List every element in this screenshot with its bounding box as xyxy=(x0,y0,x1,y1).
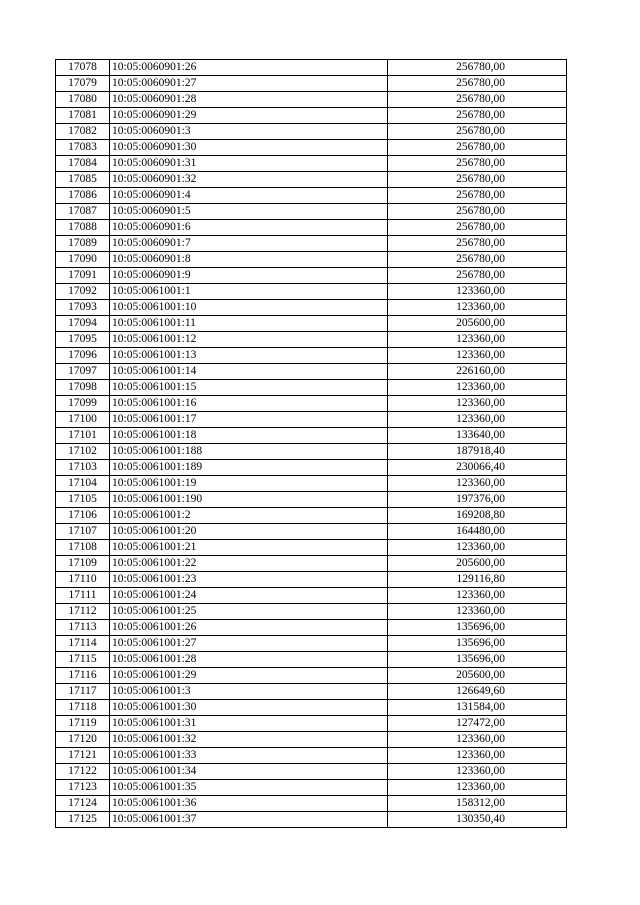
cadastral-number-cell: 10:05:0061001:16 xyxy=(110,396,388,412)
row-number-cell: 17095 xyxy=(56,332,110,348)
table-row xyxy=(56,188,567,204)
row-number-cell: 17113 xyxy=(56,620,110,636)
cadastral-value-cell: 256780,00 xyxy=(388,172,567,188)
cadastral-number-cell: 10:05:0060901:8 xyxy=(110,252,388,268)
row-number-cell: 17120 xyxy=(56,732,110,748)
row-number-cell: 17090 xyxy=(56,252,110,268)
cadastral-value-cell: 226160,00 xyxy=(388,364,567,380)
cadastral-value-cell: 135696,00 xyxy=(388,620,567,636)
cadastral-number-cell: 10:05:0061001:3 xyxy=(110,684,388,700)
cadastral-value-cell: 123360,00 xyxy=(388,332,567,348)
cadastral-value-cell: 133640,00 xyxy=(388,428,567,444)
row-number-cell: 17111 xyxy=(56,588,110,604)
cadastral-number-cell: 10:05:0061001:189 xyxy=(110,460,388,476)
row-number-cell: 17087 xyxy=(56,204,110,220)
table-row xyxy=(56,540,567,556)
cadastral-value-cell: 123360,00 xyxy=(388,348,567,364)
cadastral-number-cell: 10:05:0061001:25 xyxy=(110,604,388,620)
cadastral-number-cell: 10:05:0061001:13 xyxy=(110,348,388,364)
cadastral-value-cell: 130350,40 xyxy=(388,812,567,828)
cadastral-number-cell: 10:05:0061001:18 xyxy=(110,428,388,444)
cadastral-value-table xyxy=(55,59,567,828)
cadastral-value-cell: 205600,00 xyxy=(388,316,567,332)
table-row xyxy=(56,316,567,332)
cadastral-value-cell: 169208,80 xyxy=(388,508,567,524)
cadastral-number-cell: 10:05:0060901:29 xyxy=(110,108,388,124)
table-row xyxy=(56,348,567,364)
row-number-cell: 17093 xyxy=(56,300,110,316)
cadastral-number-cell: 10:05:0060901:9 xyxy=(110,268,388,284)
table-row xyxy=(56,124,567,140)
cadastral-value-cell: 256780,00 xyxy=(388,124,567,140)
cadastral-value-cell: 123360,00 xyxy=(388,396,567,412)
cadastral-value-cell: 256780,00 xyxy=(388,76,567,92)
table-row xyxy=(56,300,567,316)
table-row xyxy=(56,652,567,668)
table-row xyxy=(56,508,567,524)
cadastral-number-cell: 10:05:0061001:29 xyxy=(110,668,388,684)
cadastral-number-cell: 10:05:0061001:36 xyxy=(110,796,388,812)
row-number-cell: 17109 xyxy=(56,556,110,572)
cadastral-number-cell: 10:05:0061001:22 xyxy=(110,556,388,572)
row-number-cell: 17112 xyxy=(56,604,110,620)
row-number-cell: 17086 xyxy=(56,188,110,204)
row-number-cell: 17079 xyxy=(56,76,110,92)
cadastral-number-cell: 10:05:0060901:30 xyxy=(110,140,388,156)
row-number-cell: 17114 xyxy=(56,636,110,652)
row-number-cell: 17099 xyxy=(56,396,110,412)
cadastral-value-cell: 135696,00 xyxy=(388,652,567,668)
row-number-cell: 17103 xyxy=(56,460,110,476)
table-row xyxy=(56,92,567,108)
table-row xyxy=(56,204,567,220)
table-row xyxy=(56,220,567,236)
cadastral-value-cell: 256780,00 xyxy=(388,204,567,220)
cadastral-value-cell: 126649,60 xyxy=(388,684,567,700)
row-number-cell: 17122 xyxy=(56,764,110,780)
table-row xyxy=(56,268,567,284)
table-row xyxy=(56,172,567,188)
cadastral-number-cell: 10:05:0061001:190 xyxy=(110,492,388,508)
table-row xyxy=(56,396,567,412)
cadastral-number-cell: 10:05:0060901:7 xyxy=(110,236,388,252)
table-row xyxy=(56,620,567,636)
row-number-cell: 17085 xyxy=(56,172,110,188)
cadastral-value-cell: 127472,00 xyxy=(388,716,567,732)
row-number-cell: 17084 xyxy=(56,156,110,172)
row-number-cell: 17096 xyxy=(56,348,110,364)
cadastral-number-cell: 10:05:0061001:32 xyxy=(110,732,388,748)
row-number-cell: 17097 xyxy=(56,364,110,380)
cadastral-number-cell: 10:05:0061001:11 xyxy=(110,316,388,332)
cadastral-number-cell: 10:05:0061001:26 xyxy=(110,620,388,636)
cadastral-number-cell: 10:05:0061001:24 xyxy=(110,588,388,604)
table-row xyxy=(56,588,567,604)
table-row xyxy=(56,764,567,780)
cadastral-value-cell: 256780,00 xyxy=(388,220,567,236)
cadastral-number-cell: 10:05:0060901:31 xyxy=(110,156,388,172)
row-number-cell: 17118 xyxy=(56,700,110,716)
row-number-cell: 17101 xyxy=(56,428,110,444)
cadastral-value-cell: 256780,00 xyxy=(388,236,567,252)
cadastral-value-cell: 123360,00 xyxy=(388,732,567,748)
row-number-cell: 17121 xyxy=(56,748,110,764)
cadastral-number-cell: 10:05:0061001:35 xyxy=(110,780,388,796)
row-number-cell: 17115 xyxy=(56,652,110,668)
table-row xyxy=(56,108,567,124)
table-row xyxy=(56,476,567,492)
row-number-cell: 17082 xyxy=(56,124,110,140)
table-row xyxy=(56,684,567,700)
row-number-cell: 17081 xyxy=(56,108,110,124)
table-row xyxy=(56,284,567,300)
table-row xyxy=(56,716,567,732)
cadastral-value-cell: 135696,00 xyxy=(388,636,567,652)
table-row xyxy=(56,780,567,796)
cadastral-value-cell: 197376,00 xyxy=(388,492,567,508)
table-row xyxy=(56,492,567,508)
cadastral-value-cell: 123360,00 xyxy=(388,748,567,764)
row-number-cell: 17089 xyxy=(56,236,110,252)
row-number-cell: 17092 xyxy=(56,284,110,300)
cadastral-value-cell: 123360,00 xyxy=(388,284,567,300)
table-row xyxy=(56,572,567,588)
cadastral-value-cell: 129116,80 xyxy=(388,572,567,588)
row-number-cell: 17125 xyxy=(56,812,110,828)
table-row xyxy=(56,636,567,652)
table-row xyxy=(56,556,567,572)
table-row xyxy=(56,524,567,540)
cadastral-number-cell: 10:05:0061001:30 xyxy=(110,700,388,716)
cadastral-value-cell: 256780,00 xyxy=(388,92,567,108)
cadastral-number-cell: 10:05:0061001:14 xyxy=(110,364,388,380)
cadastral-number-cell: 10:05:0060901:3 xyxy=(110,124,388,140)
cadastral-number-cell: 10:05:0061001:19 xyxy=(110,476,388,492)
row-number-cell: 17119 xyxy=(56,716,110,732)
cadastral-number-cell: 10:05:0061001:2 xyxy=(110,508,388,524)
row-number-cell: 17094 xyxy=(56,316,110,332)
cadastral-number-cell: 10:05:0060901:27 xyxy=(110,76,388,92)
cadastral-number-cell: 10:05:0060901:4 xyxy=(110,188,388,204)
cadastral-number-cell: 10:05:0061001:28 xyxy=(110,652,388,668)
cadastral-number-cell: 10:05:0061001:188 xyxy=(110,444,388,460)
cadastral-value-cell: 187918,40 xyxy=(388,444,567,460)
table-row xyxy=(56,796,567,812)
cadastral-value-cell: 123360,00 xyxy=(388,412,567,428)
row-number-cell: 17080 xyxy=(56,92,110,108)
table-row xyxy=(56,700,567,716)
cadastral-value-cell: 256780,00 xyxy=(388,140,567,156)
cadastral-number-cell: 10:05:0061001:23 xyxy=(110,572,388,588)
table-row xyxy=(56,428,567,444)
cadastral-number-cell: 10:05:0061001:31 xyxy=(110,716,388,732)
cadastral-number-cell: 10:05:0061001:1 xyxy=(110,284,388,300)
row-number-cell: 17104 xyxy=(56,476,110,492)
table-row xyxy=(56,236,567,252)
table-row xyxy=(56,732,567,748)
cadastral-value-cell: 256780,00 xyxy=(388,252,567,268)
cadastral-value-cell: 123360,00 xyxy=(388,604,567,620)
cadastral-number-cell: 10:05:0060901:32 xyxy=(110,172,388,188)
cadastral-value-cell: 131584,00 xyxy=(388,700,567,716)
row-number-cell: 17106 xyxy=(56,508,110,524)
row-number-cell: 17117 xyxy=(56,684,110,700)
cadastral-number-cell: 10:05:0061001:37 xyxy=(110,812,388,828)
table-row xyxy=(56,364,567,380)
cadastral-number-cell: 10:05:0061001:34 xyxy=(110,764,388,780)
cadastral-value-cell: 123360,00 xyxy=(388,780,567,796)
table-row xyxy=(56,332,567,348)
cadastral-number-cell: 10:05:0060901:6 xyxy=(110,220,388,236)
cadastral-value-cell: 123360,00 xyxy=(388,380,567,396)
cadastral-value-cell: 256780,00 xyxy=(388,108,567,124)
table-row xyxy=(56,60,567,76)
table-row xyxy=(56,76,567,92)
table-body xyxy=(56,60,567,828)
cadastral-number-cell: 10:05:0060901:5 xyxy=(110,204,388,220)
cadastral-number-cell: 10:05:0060901:26 xyxy=(110,60,388,76)
cadastral-number-cell: 10:05:0060901:28 xyxy=(110,92,388,108)
cadastral-number-cell: 10:05:0061001:21 xyxy=(110,540,388,556)
cadastral-value-cell: 123360,00 xyxy=(388,588,567,604)
row-number-cell: 17108 xyxy=(56,540,110,556)
cadastral-number-cell: 10:05:0061001:33 xyxy=(110,748,388,764)
row-number-cell: 17123 xyxy=(56,780,110,796)
cadastral-value-cell: 205600,00 xyxy=(388,668,567,684)
row-number-cell: 17083 xyxy=(56,140,110,156)
cadastral-value-cell: 123360,00 xyxy=(388,300,567,316)
cadastral-value-cell: 256780,00 xyxy=(388,268,567,284)
cadastral-value-cell: 123360,00 xyxy=(388,540,567,556)
cadastral-value-cell: 256780,00 xyxy=(388,60,567,76)
cadastral-value-cell: 205600,00 xyxy=(388,556,567,572)
row-number-cell: 17105 xyxy=(56,492,110,508)
row-number-cell: 17100 xyxy=(56,412,110,428)
table-row xyxy=(56,668,567,684)
cadastral-value-cell: 164480,00 xyxy=(388,524,567,540)
table-row xyxy=(56,460,567,476)
table-row xyxy=(56,380,567,396)
row-number-cell: 17107 xyxy=(56,524,110,540)
cadastral-number-cell: 10:05:0061001:17 xyxy=(110,412,388,428)
cadastral-value-cell: 256780,00 xyxy=(388,156,567,172)
cadastral-number-cell: 10:05:0061001:20 xyxy=(110,524,388,540)
cadastral-value-cell: 123360,00 xyxy=(388,764,567,780)
row-number-cell: 17078 xyxy=(56,60,110,76)
table-row xyxy=(56,812,567,828)
row-number-cell: 17098 xyxy=(56,380,110,396)
cadastral-number-cell: 10:05:0061001:10 xyxy=(110,300,388,316)
cadastral-value-cell: 158312,00 xyxy=(388,796,567,812)
cadastral-number-cell: 10:05:0061001:15 xyxy=(110,380,388,396)
table-row xyxy=(56,412,567,428)
row-number-cell: 17116 xyxy=(56,668,110,684)
table-row xyxy=(56,140,567,156)
cadastral-value-cell: 256780,00 xyxy=(388,188,567,204)
table-row xyxy=(56,748,567,764)
row-number-cell: 17110 xyxy=(56,572,110,588)
table-row xyxy=(56,252,567,268)
cadastral-number-cell: 10:05:0061001:27 xyxy=(110,636,388,652)
table-row xyxy=(56,604,567,620)
row-number-cell: 17091 xyxy=(56,268,110,284)
cadastral-number-cell: 10:05:0061001:12 xyxy=(110,332,388,348)
row-number-cell: 17102 xyxy=(56,444,110,460)
table-row xyxy=(56,156,567,172)
row-number-cell: 17124 xyxy=(56,796,110,812)
row-number-cell: 17088 xyxy=(56,220,110,236)
cadastral-value-cell: 123360,00 xyxy=(388,476,567,492)
cadastral-value-cell: 230066,40 xyxy=(388,460,567,476)
table-row xyxy=(56,444,567,460)
